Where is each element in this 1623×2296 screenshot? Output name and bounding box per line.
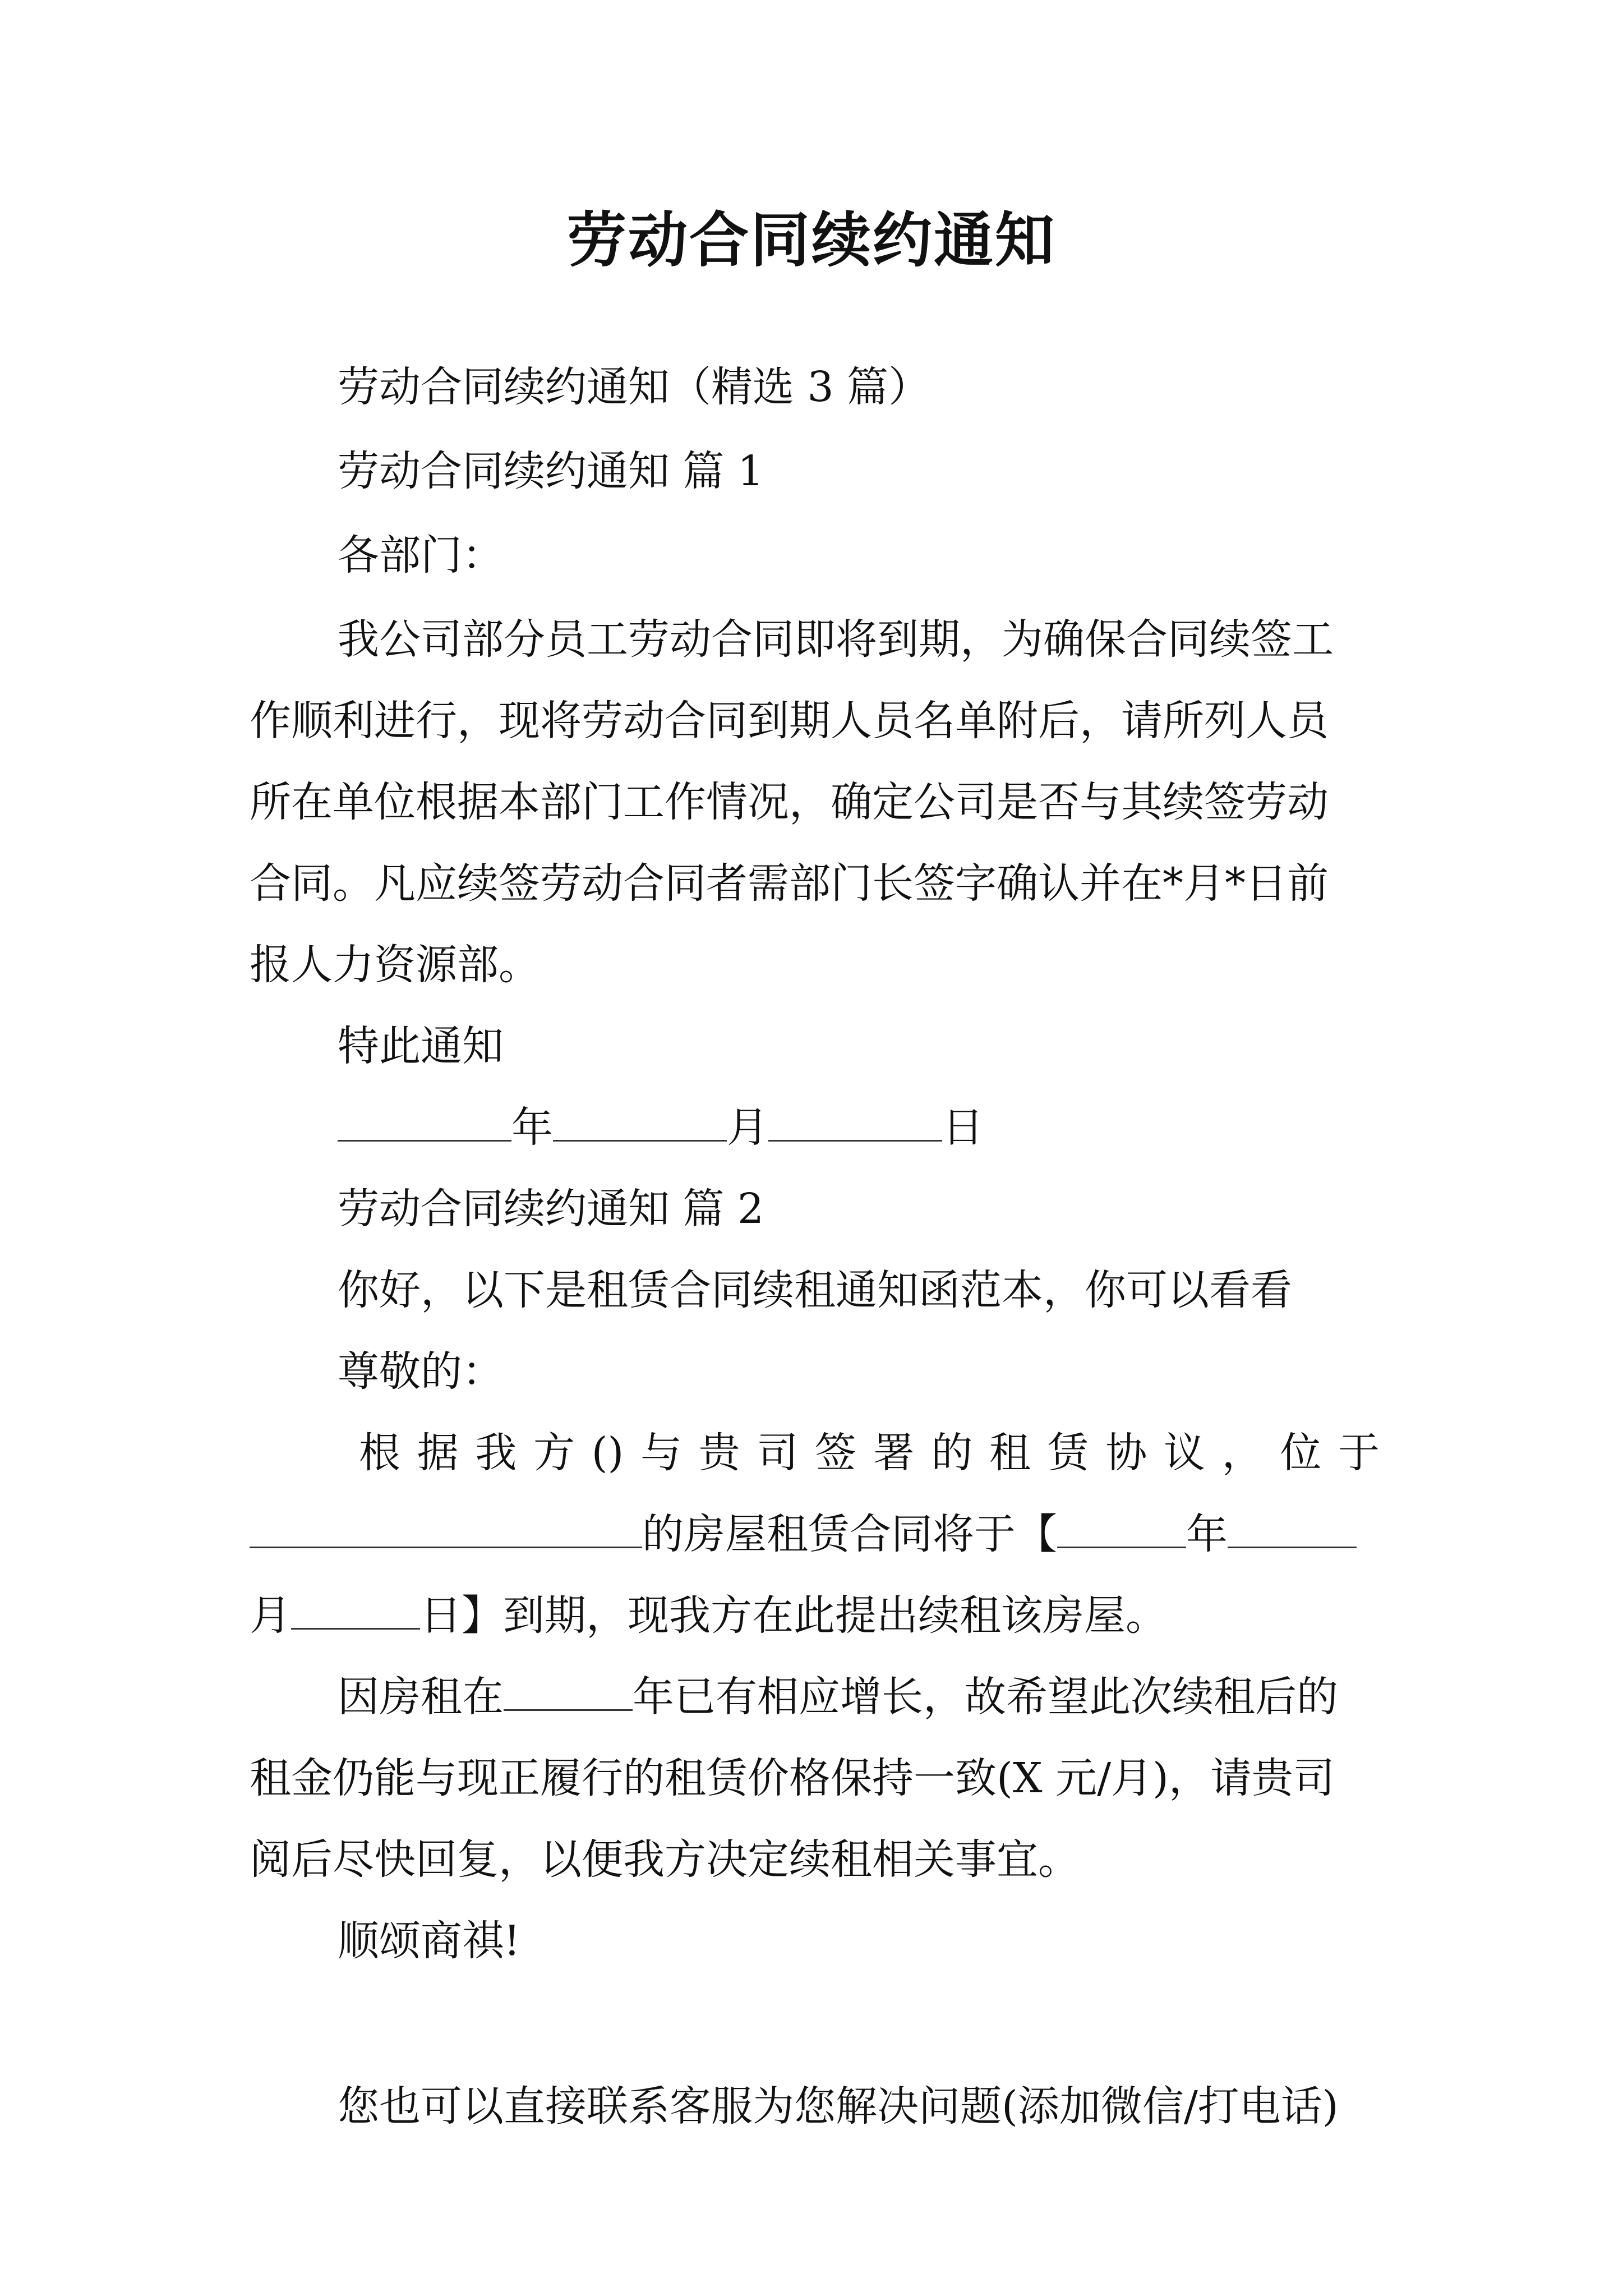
part1-heading: 劳动合同续约通知 篇 1 xyxy=(338,447,764,495)
part1-date-line xyxy=(338,1099,984,1156)
part2-para1-line-3 xyxy=(250,1588,1167,1644)
month-blank xyxy=(553,1105,727,1142)
rent-rest-text: 年已有相应增长，故希望此次续租后的 xyxy=(633,1673,1338,1721)
part2-para1-line-2 xyxy=(250,1506,1357,1562)
part2-para1-line-1: 根据我方()与贵司签署的租赁协议，位于 xyxy=(359,1429,1380,1477)
lease-month-blank xyxy=(1228,1512,1357,1548)
rent-year-blank xyxy=(504,1674,633,1711)
lease-month-label: 月 xyxy=(250,1591,291,1640)
part2-intro: 你好，以下是租赁合同续租通知函范本，你可以看看 xyxy=(338,1266,1292,1314)
year-label: 年 xyxy=(511,1103,553,1152)
lease-text: 的房屋租赁合同将于【 xyxy=(642,1510,1057,1558)
rent-start-text: 因房租在 xyxy=(338,1673,504,1721)
part2-para2-line-2: 租金仍能与现正履行的租赁价格保持一致(X 元/月)，请贵司 xyxy=(250,1754,1335,1802)
day-blank xyxy=(768,1105,942,1142)
document-title: 劳动合同续约通知 xyxy=(567,205,1056,275)
year-blank xyxy=(338,1105,511,1142)
document-subtitle: 劳动合同续约通知（精选 3 篇） xyxy=(338,363,930,411)
day-label: 日 xyxy=(942,1103,984,1152)
lease-year-label: 年 xyxy=(1186,1510,1228,1558)
part1-closing: 特此通知 xyxy=(338,1022,504,1070)
lease-day-text: 日】到期，现我方在此提出续租该房屋。 xyxy=(420,1591,1167,1640)
part1-greeting: 各部门： xyxy=(338,531,504,579)
part2-para2-line-1 xyxy=(338,1669,1338,1725)
lease-year-blank xyxy=(1057,1512,1186,1548)
part1-body-line-3: 所在单位根据本部门工作情况，确定公司是否与其续签劳动 xyxy=(250,778,1329,826)
part1-body-line-2: 作顺利进行，现将劳动合同到期人员名单附后，请所列人员 xyxy=(250,697,1329,745)
footer-contact: 您也可以直接联系客服为您解决问题(添加微信/打电话) xyxy=(338,2082,1339,2131)
month-label: 月 xyxy=(727,1103,768,1152)
part2-closing: 顺颂商祺! xyxy=(338,1917,520,1965)
part2-salutation: 尊敬的： xyxy=(338,1347,504,1396)
part2-heading: 劳动合同续约通知 篇 2 xyxy=(338,1185,764,1233)
part2-para2-line-3: 阅后尽快回复，以便我方决定续租相关事宜。 xyxy=(250,1835,1080,1884)
part1-body-line-1: 我公司部分员工劳动合同即将到期，为确保合同续签工 xyxy=(338,615,1334,664)
lease-day-blank xyxy=(291,1593,420,1630)
address-blank xyxy=(250,1512,642,1548)
part1-body-line-4: 合同。凡应续签劳动合同者需部门长签字确认并在*月*日前 xyxy=(250,859,1329,908)
part1-body-line-5: 报人力资源部。 xyxy=(250,941,540,989)
